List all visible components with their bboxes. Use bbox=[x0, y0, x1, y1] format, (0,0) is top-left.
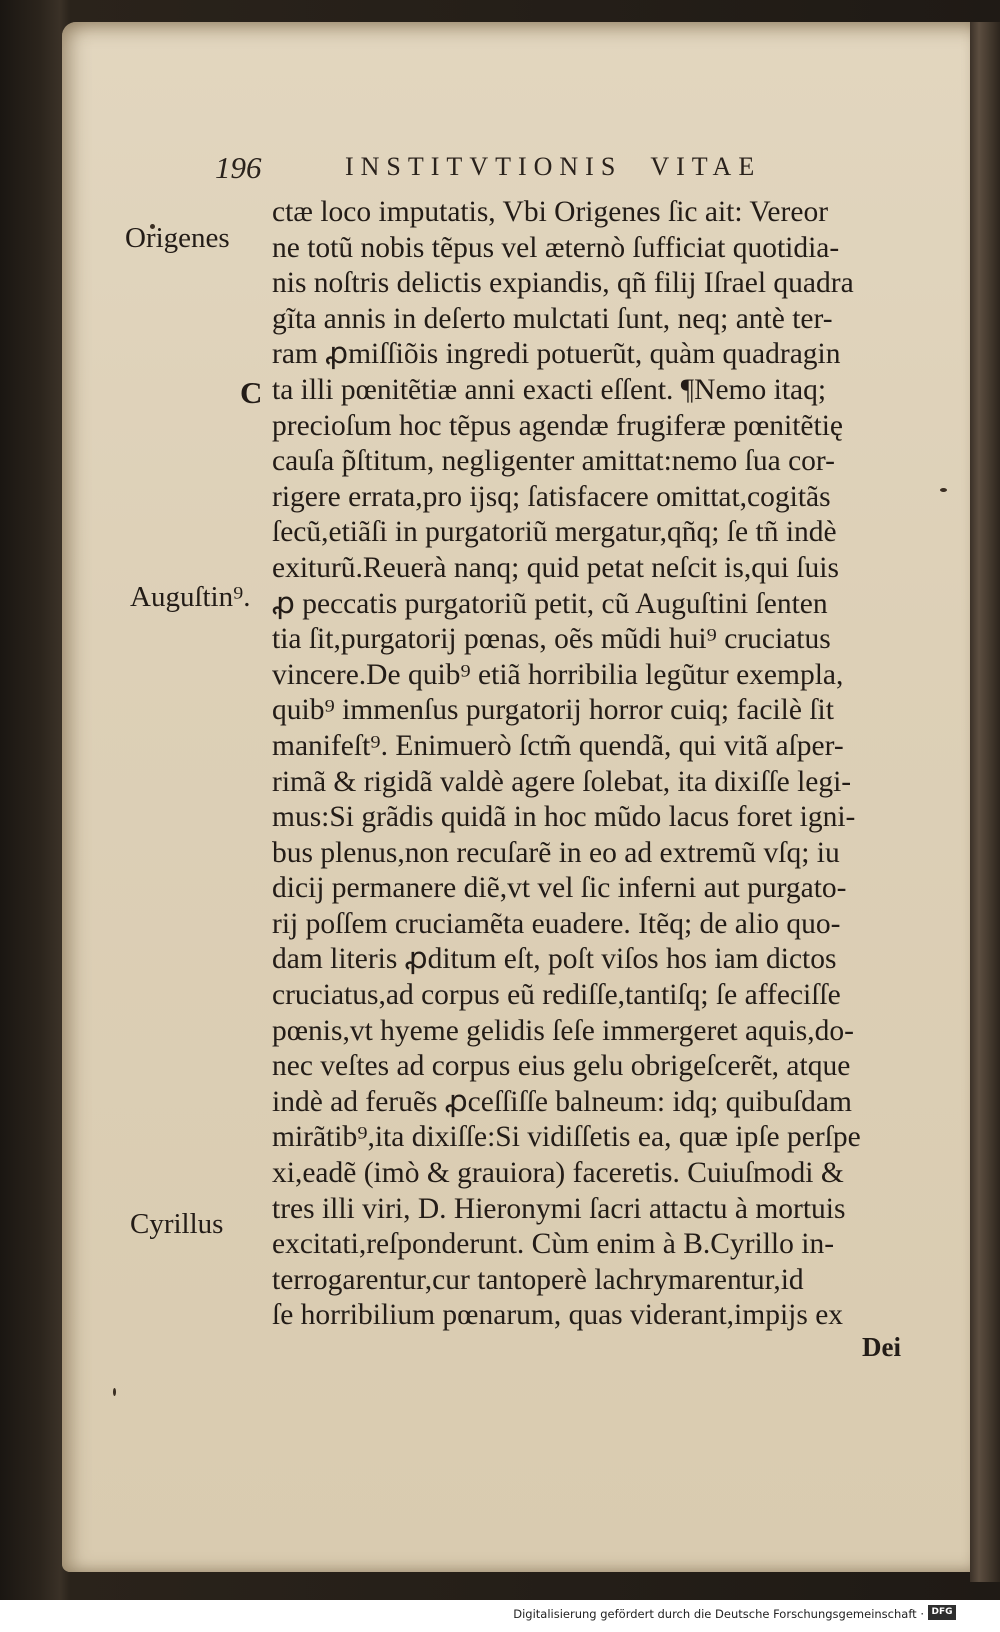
page-number: 196 bbox=[215, 150, 262, 185]
text-line: rimã & rigidã valdè agere ſolebat, ita dixiſſe legi- bbox=[272, 765, 852, 798]
text-line: dicij permanere diẽ,vt vel ſic inferni aut purgato- bbox=[272, 872, 847, 905]
margin-note-cyrillus: Cyrillus bbox=[130, 1208, 224, 1240]
text-line: mus:Si grãdis quidã in hoc mũdo lacus foret igni- bbox=[272, 801, 856, 834]
text-line: precioſum hoc tẽpus agendæ frugiferæ pœnitẽtię bbox=[272, 409, 843, 442]
margin-note-augustin: Auguſtin⁹. bbox=[130, 581, 251, 613]
text-line: xi,eadẽ (imò & grauiora) faceretis. Cuiuſmodi & bbox=[272, 1157, 844, 1190]
text-line: cruciatus,ad corpus eũ rediſſe,tantiſq; ſe affeciſſe bbox=[272, 979, 841, 1012]
text-line: indè ad feruẽs ꝓceſſiſſe balneum: idq; quibuſdam bbox=[272, 1085, 852, 1118]
catchword: Dei bbox=[862, 1332, 901, 1362]
text-line: manifeſt⁹. Enimuerò ſctm̃ quendã, qui vitã aſper- bbox=[272, 729, 844, 762]
ink-speck bbox=[940, 488, 947, 492]
page-header bbox=[215, 150, 875, 190]
dfg-logo: DFG bbox=[928, 1605, 956, 1620]
text-line: exiturũ.Reuerà nanq; quid petat neſcit is,qui ſuis bbox=[272, 551, 839, 584]
running-title-word: INSTITVTIONIS bbox=[345, 152, 623, 181]
running-title bbox=[345, 152, 789, 182]
text-line: terrogarentur,cur tantoperè lachrymarentur,id bbox=[272, 1263, 804, 1296]
text-line: rigere errata,pro ijsq; ſatisfacere omittat,cogitãs bbox=[272, 480, 831, 513]
text-line: dam literis ꝓditum eſt, poſt viſos hos iam dictos bbox=[272, 943, 837, 976]
text-line: quib⁹ immenſus purgatorij horror cuiq; facilè ſit bbox=[272, 694, 834, 727]
running-title-word: VITAE bbox=[650, 152, 762, 181]
text-line: rij poſſem cruciamẽta euadere. Itẽq; de alio quo- bbox=[272, 907, 841, 940]
text-line: ſecũ,etiãſi in purgatoriũ mergatur,qñq; ſe tñ indè bbox=[272, 516, 837, 549]
text-line: ſe horribilium pœnarum, quas viderant,impijs ex bbox=[272, 1299, 844, 1332]
text-line: nec veſtes ad corpus eius gelu obrigeſcerẽt, atque bbox=[272, 1050, 851, 1083]
text-line: ram ꝓmiſſiõis ingredi potuerũt, quàm quadragin bbox=[272, 338, 841, 371]
text-line: nis noſtris delictis expiandis, qñ filij Iſrael quadra bbox=[272, 267, 854, 300]
margin-note-origenes: Origenes bbox=[125, 222, 230, 254]
footer-bar bbox=[0, 1600, 1000, 1632]
footer-credit: Digitalisierung gefördert durch die Deutsche Forschungsgemeinschaft · bbox=[513, 1607, 924, 1621]
page-edge bbox=[970, 22, 1000, 1582]
text-line: tia ſit,purgatorij pœnas, oẽs mũdi hui⁹ cruciatus bbox=[272, 623, 831, 656]
text-line: excitati,reſponderunt. Cùm enim à B.Cyrillo in- bbox=[272, 1228, 835, 1261]
text-line: ctæ loco imputatis, Vbi Origenes ſic ait: Vereor bbox=[272, 196, 829, 228]
text-line: ne totũ nobis tẽpus vel æternò ſufficiat quotidia- bbox=[272, 231, 840, 264]
text-line: ta illi pœnitẽtiæ anni exacti eſſent. ¶Nemo itaq; bbox=[272, 373, 827, 406]
text-line: gĩta annis in deſerto mulctati ſunt, neq; antè ter- bbox=[272, 302, 833, 335]
text-line: cauſa p̃ſtitum, negligenter amittat:nemo ſua cor- bbox=[272, 445, 835, 478]
text-line: pœnis,vt hyeme gelidis ſeſe immergeret aquis,do- bbox=[272, 1014, 854, 1047]
body-text bbox=[272, 195, 922, 1334]
margin-marker-c: C bbox=[240, 375, 263, 410]
ink-speck bbox=[113, 1388, 116, 1396]
text-line: bus plenus,non recuſarẽ in eo ad extremũ vſq; iu bbox=[272, 836, 840, 869]
text-line: mirãtib⁹,ita dixiſſe:Si vidiſſetis ea, quæ ipſe perſpe bbox=[272, 1121, 861, 1154]
text-line: vincere.De quib⁹ etiã horribilia legũtur exempla, bbox=[272, 658, 844, 691]
text-line: tres illi viri, D. Hieronymi ſacri attactu à mortuis bbox=[272, 1192, 846, 1225]
text-line: ꝓ peccatis purgatoriũ petit, cũ Auguſtini ſenten bbox=[272, 587, 828, 620]
